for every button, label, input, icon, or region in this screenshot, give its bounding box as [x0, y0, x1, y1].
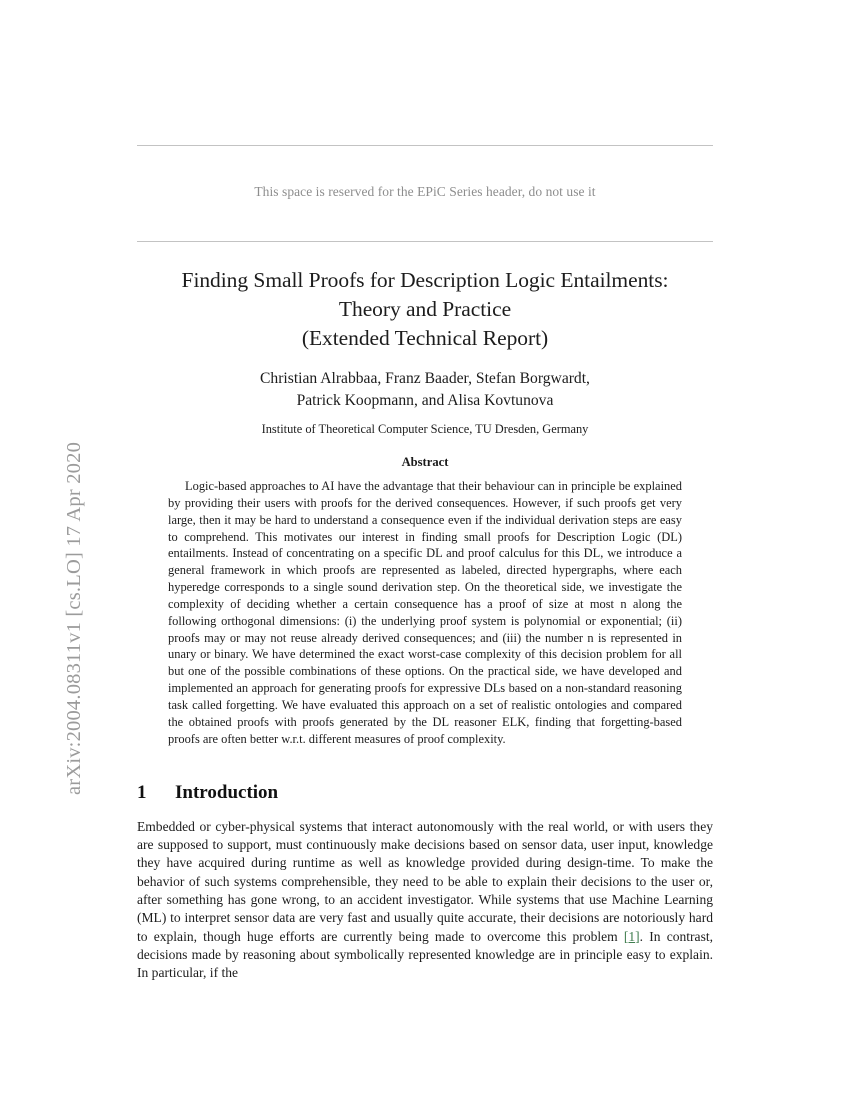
arxiv-stamp-text: arXiv:2004.08311v1 [cs.LO] 17 Apr 2020 — [63, 441, 85, 795]
abstract-body: Logic-based approaches to AI have the advantage that their behaviour can in principle be explained by providing their users with proofs for the derived consequences. However, if such proofs get very large, then it may be hard to understand a consequence even if the individual derivation steps are easy to comprehend. This motivates our interest in finding small proofs for Description Logic (DL) entailments. Instead of concentrating on a specific DL and proof calculus for this DL, we introduce a general framework in which proofs are represented as labeled, directed hypergraphs, where each hyperedge corresponds to a single sound derivation step. On the theoretical side, we investigate the complexity of deciding whether a certain consequence has a proof of size at most n along the following orthogonal dimensions: (i) the underlying proof system is polynomial or exponential; (ii) proofs may or may not reuse already derived consequences; and (iii) the number n is represented in unary or binary. We have determined the exact worst-case complexity of this decision problem for all but one of the possible combinations of these options. On the practical side, we have developed and implemented an approach for generating proofs for expressive DLs based on a non-standard reasoning task called forgetting. We have evaluated this approach on a set of realistic ontologies and compared the obtained proofs with proofs generated by the DL reasoner ELK, finding that forgetting-based proofs are often better w.r.t. different measures of proof complexity. — [168, 479, 682, 746]
citation-link-1[interactable]: [1] — [623, 928, 640, 944]
page-content — [137, 0, 713, 1100]
section-heading-introduction — [137, 748, 713, 818]
introduction-text-before-citation: Embedded or cyber-physical systems that interact autonomously with the real world, or with users they are supposed to support, must continuously make decisions based on sensor data, user input, knowledge they have acquired during runtime as well as knowledge provided during design-time. To make the behavior of such systems comprehensible, they need to be able to explain their decisions to the user or, after something has gone wrong, to an accident investigator. While systems that use Machine Learning (ML) to interpret sensor data are very fast and usually quite accurate, their decisions are notoriously hard to explain, though huge efforts are currently being made to overcome this problem — [137, 818, 713, 944]
paper-title — [137, 242, 713, 353]
arxiv-stamp — [0, 0, 85, 1100]
author-list — [137, 353, 713, 412]
abstract-section — [168, 437, 682, 748]
introduction-paragraph — [137, 818, 713, 983]
epic-series-header-notice: This space is reserved for the EPiC Series header, do not use it — [254, 184, 596, 199]
section-number: 1 — [137, 781, 147, 803]
paper-title-line-3: (Extended Technical Report) — [301, 326, 549, 350]
author-affiliation: Institute of Theoretical Computer Science, TU Dresden, Germany — [261, 422, 589, 436]
abstract-heading: Abstract — [401, 455, 449, 469]
paper-title-line-1: Finding Small Proofs for Description Logic Entailments: — [181, 268, 669, 292]
author-list-line-2: Patrick Koopmann, and Alisa Kovtunova — [296, 392, 554, 409]
author-list-line-1: Christian Alrabbaa, Franz Baader, Stefan Borgwardt, — [260, 370, 590, 387]
paper-title-line-2: Theory and Practice — [338, 297, 512, 321]
section-title: Introduction — [175, 781, 279, 803]
introduction-text-after-citation: . In contrast, decisions made by reasoning about symbolically represented knowledge are in principle easy to explain. In particular, if the — [137, 928, 713, 981]
